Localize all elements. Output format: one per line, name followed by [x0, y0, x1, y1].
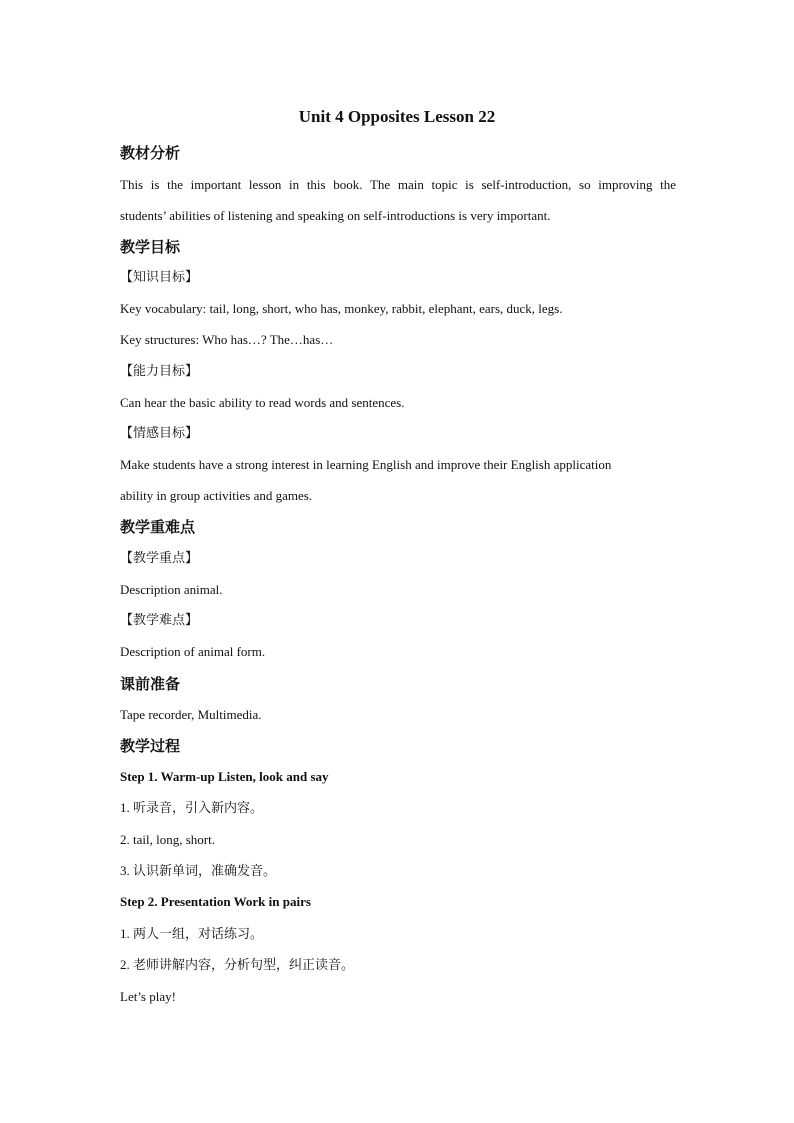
- heading-goals: 教学目标: [120, 238, 181, 256]
- focus-text: Description animal.: [120, 582, 223, 597]
- closing-text: Let’s play!: [120, 989, 176, 1004]
- knowledge-line-2: Key structures: Who has…? The…has…: [120, 332, 334, 347]
- difficulty-text: Description of animal form.: [120, 644, 266, 659]
- emotion-line-1: Make students have a strong interest in learning English and improve their English application: [120, 457, 612, 472]
- emotion-line-2: ability in group activities and games.: [120, 488, 313, 503]
- step-1-item-3: 3. 认识新单词，准确发音。: [120, 863, 277, 878]
- label-emotion-goal: 【情感目标】: [120, 426, 199, 441]
- knowledge-line-1: Key vocabulary: tail, long, short, who has, monkey, rabbit, elephant, ears, duck, legs.: [120, 301, 563, 316]
- label-difficulty: 【教学难点】: [120, 613, 199, 628]
- document-title: Unit 4 Opposites Lesson 22: [298, 107, 496, 126]
- step-1-title: Step 1. Warm-up Listen, look and say: [120, 769, 329, 784]
- step-2-item-1: 1. 两人一组，对话练习。: [120, 926, 264, 941]
- ability-line-1: Can hear the basic ability to read words and sentences.: [120, 395, 405, 410]
- heading-process: 教学过程: [120, 737, 181, 755]
- label-knowledge-goal: 【知识目标】: [120, 270, 199, 285]
- heading-analysis: 教材分析: [120, 144, 181, 162]
- label-focus: 【教学重点】: [120, 551, 199, 566]
- step-2-title: Step 2. Presentation Work in pairs: [120, 894, 311, 909]
- prep-text: Tape recorder, Multimedia.: [120, 707, 262, 722]
- heading-prep: 课前准备: [120, 675, 181, 693]
- step-2-item-2: 2. 老师讲解内容，分析句型，纠正读音。: [120, 957, 355, 972]
- analysis-line-2: students’ abilities of listening and speaking on self-introductions is very important.: [120, 208, 551, 223]
- step-1-item-1: 1. 听录音，引入新内容。: [120, 800, 264, 815]
- step-1-item-2: 2. tail, long, short.: [120, 832, 215, 847]
- label-ability-goal: 【能力目标】: [120, 364, 199, 379]
- analysis-line-1: This is the important lesson in this book. The main topic is self-introduction, so improving the: [120, 177, 676, 192]
- heading-keypoints: 教学重难点: [120, 518, 196, 536]
